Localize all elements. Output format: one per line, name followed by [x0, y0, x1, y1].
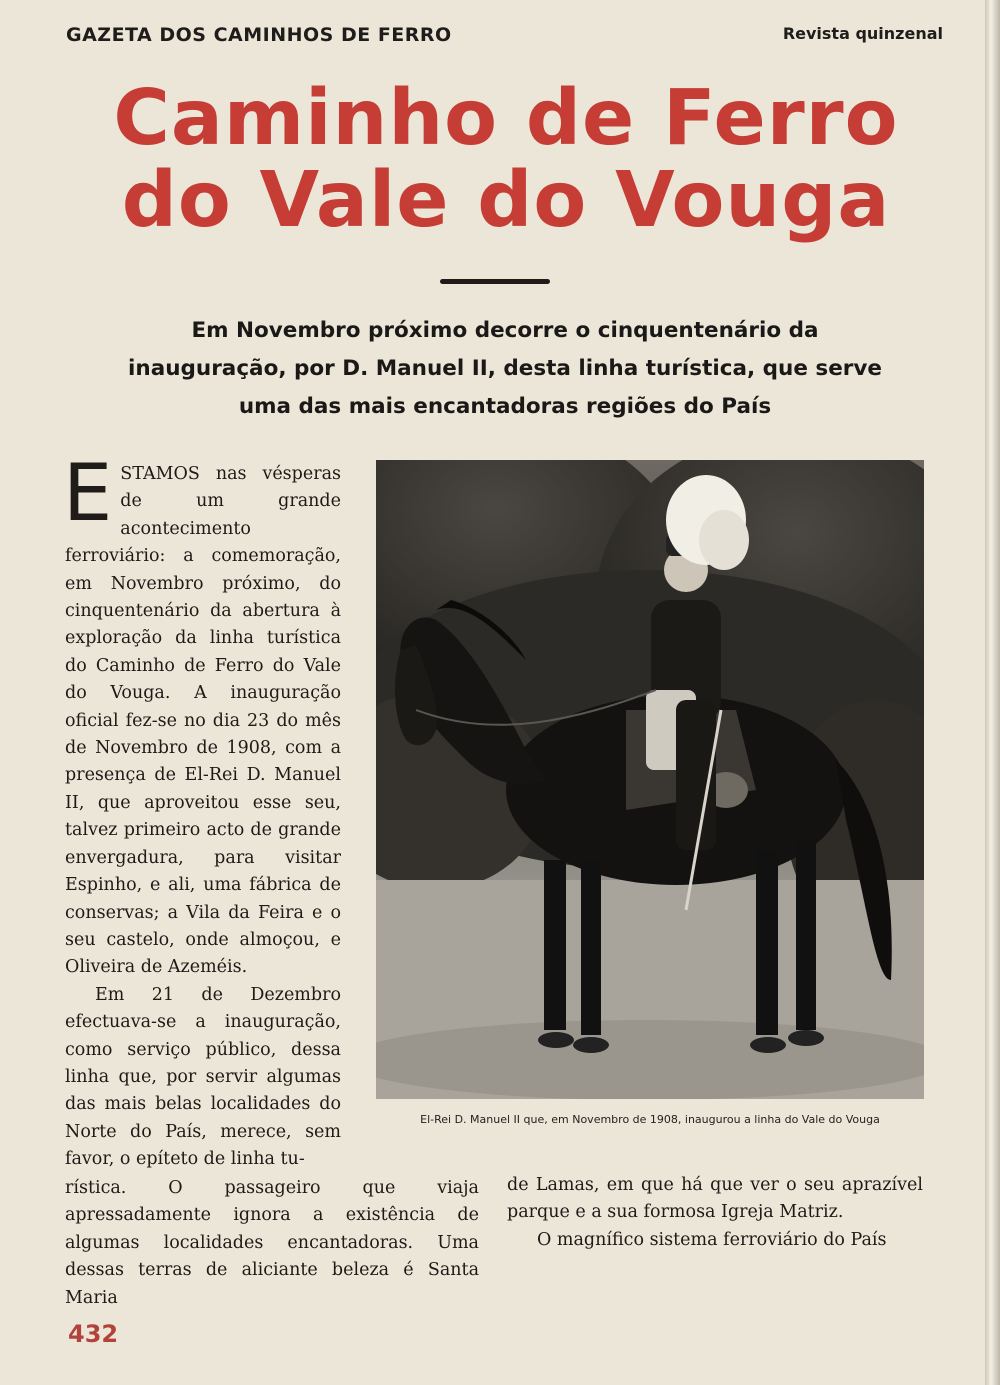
article-title [66, 74, 946, 245]
publication-frequency: Revista quinzenal [782, 24, 943, 43]
publication-name: GAZETA DOS CAMINHOS DE FERRO [66, 24, 452, 46]
photo-illustration [376, 460, 924, 1099]
title-line-2: do Vale do Vouga [121, 156, 891, 245]
title-line-1: Caminho de Ferro [113, 74, 899, 163]
page-number: 432 [68, 1320, 119, 1348]
article-subtitle: Em Novembro próximo decorre o cinquentenário da inauguração, por D. Manuel II, desta linha turística, que serve uma das mais encantadoras regiões do País [128, 318, 882, 419]
left-column-text [63, 449, 341, 1174]
paragraph-1 [63, 449, 341, 982]
page-binding-edge [985, 0, 1000, 1385]
paragraph-1-text: STAMOS nas vésperas de um grande acontecimento ferroviário: a comemoração, em Novembro próximo, do cinquentenário da abertura à exploração da linha turística do Caminho de Ferro do Vale do Vouga. A inauguração oficial fez-se no dia 23 do mês de Novembro de 1908, com a presença de El-Rei D. Manuel II, que aproveitou esse seu, talvez primeiro acto de grande envergadura, para visitar Espinho, e ali, uma fábrica de conservas; a Vila da Feira e o seu castelo, onde almoçou, e Oliveira de Azeméis. [65, 464, 341, 978]
title-divider [440, 279, 550, 284]
right-paragraph-1: de Lamas, em que há que ver o seu aprazível parque e a sua formosa Igreja Matriz. [507, 1175, 923, 1223]
left-bottom-text [65, 1175, 479, 1312]
king-on-horse-photo [376, 460, 924, 1099]
drop-cap: E [63, 449, 113, 539]
right-paragraph-2: O magnífico sistema ferroviário do País [537, 1229, 887, 1250]
photo-caption: El-Rei D. Manuel II que, em Novembro de 1908, inaugurou a linha do Vale do Vouga [420, 1113, 880, 1126]
right-bottom-text [507, 1172, 923, 1254]
paragraph-2: Em 21 de Dezembro efectuava-se a inauguração, como serviço público, dessa linha que, por servir algumas das mais belas localidades do Norte do País, merece, sem favor, o epíteto de linha tu- [65, 984, 341, 1170]
paragraph-2-continued: rística. O passageiro que viaja apressadamente ignora a existência de algumas localidades encantadoras. Uma dessas terras de aliciante beleza é Santa Maria [65, 1178, 479, 1308]
